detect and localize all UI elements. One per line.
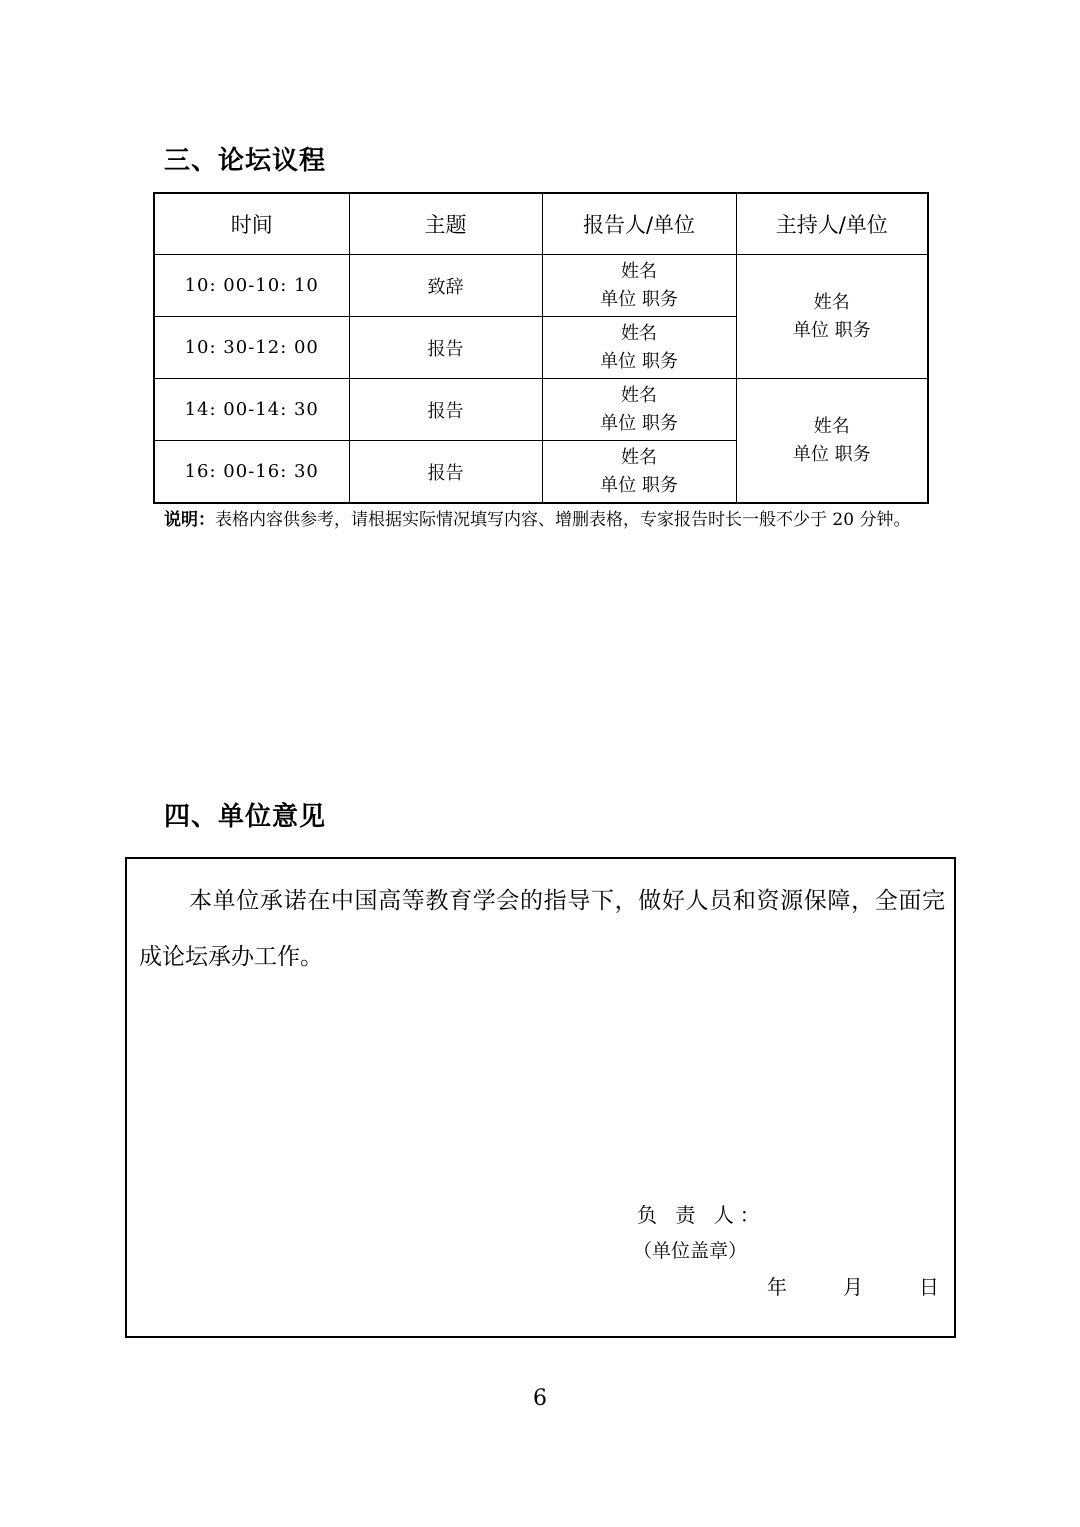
host-name: 姓名 (813, 415, 850, 437)
reporter-cell (542, 317, 736, 379)
reporter-unit: 单位 职务 (600, 412, 678, 434)
time-cell: 10: 00-10: 10 (154, 255, 349, 317)
note-text: 表格内容供参考，请根据实际情况填写内容、增删表格，专家报告时长一般不少于 20 分钟。 (215, 510, 911, 530)
reporter-unit: 单位 职务 (600, 288, 678, 310)
table-row (154, 379, 928, 441)
host-cell (736, 255, 928, 379)
header-host: 主持人/单位 (736, 193, 928, 255)
reporter-cell (542, 441, 736, 504)
signature-seal-label: （单位盖章） (633, 1240, 748, 1262)
section-three-title: 三、论坛议程 (164, 146, 327, 176)
topic-cell: 报告 (349, 379, 542, 441)
date-day-label: 日 (919, 1275, 939, 1299)
unit-opinion-box (125, 857, 956, 1338)
reporter-name: 姓名 (621, 384, 657, 406)
time-cell: 10: 30-12: 00 (154, 317, 349, 379)
topic-cell: 致辞 (349, 255, 542, 317)
topic-cell: 报告 (349, 441, 542, 504)
date-year-label: 年 (767, 1275, 787, 1299)
note-label: 说明： (164, 510, 215, 530)
topic-cell: 报告 (349, 317, 542, 379)
reporter-cell (542, 255, 736, 317)
reporter-name: 姓名 (621, 446, 657, 468)
agenda-table (153, 192, 929, 504)
time-cell: 16: 00-16: 30 (154, 441, 349, 504)
reporter-unit: 单位 职务 (600, 350, 678, 372)
agenda-header-row (154, 193, 928, 255)
time-cell: 14: 00-14: 30 (154, 379, 349, 441)
reporter-cell (542, 379, 736, 441)
section-four-title: 四、单位意见 (164, 802, 327, 832)
header-time: 时间 (154, 193, 349, 255)
reporter-unit: 单位 职务 (600, 474, 678, 496)
reporter-name: 姓名 (621, 322, 657, 344)
host-cell (736, 379, 928, 504)
reporter-name: 姓名 (621, 260, 657, 282)
date-month-label: 月 (843, 1275, 863, 1299)
host-unit: 单位 职务 (792, 443, 871, 465)
signature-person-label: 负 责 人： (637, 1203, 766, 1227)
page-number: 6 (533, 1386, 547, 1411)
signature-date (767, 1271, 939, 1300)
table-row (154, 255, 928, 317)
host-name: 姓名 (813, 291, 850, 313)
opinion-text: 本单位承诺在中国高等教育学会的指导下，做好人员和资源保障，全面完成论坛承办工作。 (139, 888, 945, 970)
host-unit: 单位 职务 (792, 319, 871, 341)
header-topic: 主题 (349, 193, 542, 255)
table-note (164, 506, 934, 535)
header-reporter: 报告人/单位 (542, 193, 736, 255)
